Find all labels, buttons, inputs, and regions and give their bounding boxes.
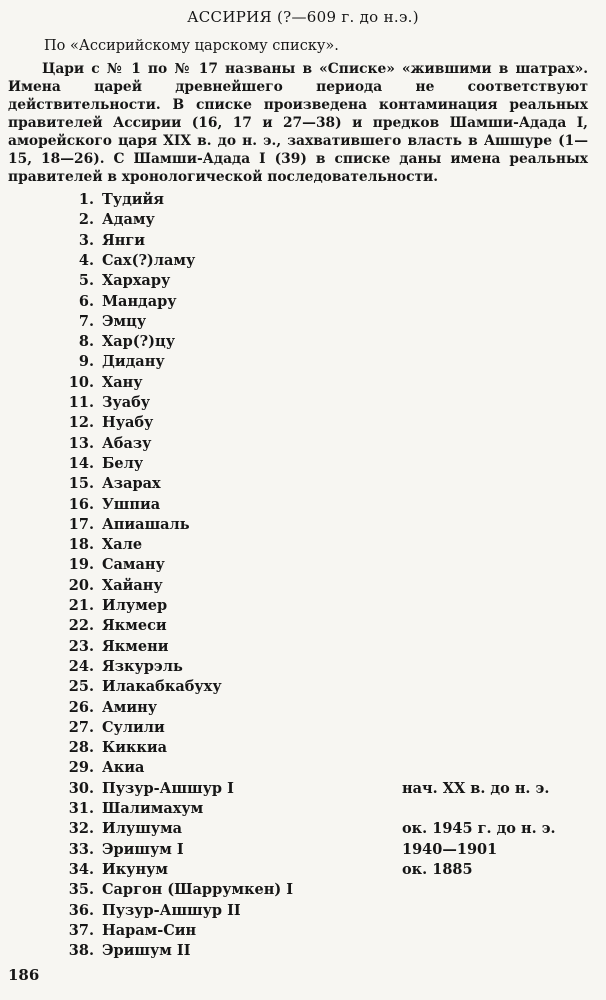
list-item xyxy=(0,637,606,657)
king-number: 27. xyxy=(68,718,94,736)
list-item xyxy=(0,413,606,433)
king-number: 15. xyxy=(68,475,94,493)
king-number: 34. xyxy=(68,860,94,878)
list-item xyxy=(0,758,606,778)
list-item xyxy=(0,779,606,799)
king-number: 9. xyxy=(78,353,94,371)
king-number: 21. xyxy=(68,597,94,614)
king-name: Тудийя xyxy=(102,191,164,208)
king-name: Нарам-Син xyxy=(102,921,197,939)
king-name: Илакабкабуху xyxy=(102,678,222,696)
reign-date: 1940—1901 xyxy=(402,840,498,858)
king-name: Хархару xyxy=(102,272,171,290)
list-item xyxy=(0,901,606,921)
king-name: Язкурэль xyxy=(102,657,183,675)
king-number: 14. xyxy=(68,454,94,472)
king-number: 13. xyxy=(68,434,94,452)
list-item xyxy=(0,860,606,880)
king-number: 35. xyxy=(68,881,94,899)
king-number: 30. xyxy=(68,779,94,797)
king-number: 33. xyxy=(68,840,94,858)
king-name: Саргон (Шаррумкен) I xyxy=(102,881,294,899)
list-item xyxy=(0,657,606,677)
list-item xyxy=(0,373,606,393)
king-name: Адаму xyxy=(102,211,155,229)
king-name: Сулили xyxy=(102,718,165,736)
king-number: 37. xyxy=(68,921,94,939)
list-item xyxy=(0,941,606,961)
list-item xyxy=(0,393,606,413)
king-name: Янги xyxy=(102,231,146,249)
king-number: 12. xyxy=(68,414,94,432)
list-item xyxy=(0,210,606,230)
list-item xyxy=(0,921,606,941)
king-name: Эришум II xyxy=(102,942,191,960)
list-item xyxy=(0,292,606,312)
king-name: Хар(?)цу xyxy=(102,333,175,351)
king-number: 25. xyxy=(68,678,94,696)
king-name: Зуабу xyxy=(102,394,151,411)
king-number: 1. xyxy=(78,191,94,208)
list-item xyxy=(0,799,606,819)
list-item xyxy=(0,271,606,291)
list-item xyxy=(0,576,606,596)
king-name: Хайану xyxy=(102,576,163,594)
list-item xyxy=(0,474,606,494)
king-name: Амину xyxy=(102,698,158,716)
king-number: 32. xyxy=(68,820,94,838)
list-item xyxy=(0,535,606,555)
king-name: Акиа xyxy=(102,759,145,777)
king-name: Белу xyxy=(102,454,144,472)
king-number: 10. xyxy=(68,373,94,391)
list-item xyxy=(0,616,606,636)
king-number: 7. xyxy=(78,312,94,330)
king-name: Киккиа xyxy=(102,739,168,757)
list-item xyxy=(0,677,606,697)
king-name: Абазу xyxy=(102,434,152,452)
king-name: Эмцу xyxy=(102,312,147,330)
reign-date: нач. XX в. до н. э. xyxy=(402,779,550,797)
king-number: 19. xyxy=(68,556,94,574)
king-name: Хану xyxy=(102,373,143,391)
king-name: Ушпиа xyxy=(102,495,161,513)
reign-date: ок. 1885 xyxy=(402,860,473,878)
list-item xyxy=(0,231,606,251)
reign-date: ок. 1945 г. до н. э. xyxy=(402,820,556,838)
list-item xyxy=(0,352,606,372)
king-number: 31. xyxy=(68,800,94,817)
king-name: Дидану xyxy=(102,353,165,371)
king-name: Якмени xyxy=(102,637,169,655)
list-item xyxy=(0,495,606,515)
king-name: Саману xyxy=(102,556,165,574)
king-name: Апиашаль xyxy=(102,515,190,533)
page-title: АССИРИЯ (?—609 г. до н.э.) xyxy=(187,8,419,26)
list-item xyxy=(0,819,606,839)
king-number: 8. xyxy=(78,333,94,351)
list-item xyxy=(0,880,606,900)
king-name: Хале xyxy=(102,536,143,554)
king-name: Икунум xyxy=(102,860,168,878)
king-number: 36. xyxy=(68,901,94,919)
list-item xyxy=(0,190,606,210)
king-number: 4. xyxy=(78,251,94,269)
king-name: Эришум I xyxy=(102,840,184,858)
king-number: 2. xyxy=(78,211,94,229)
list-item xyxy=(0,698,606,718)
king-number: 28. xyxy=(68,739,94,757)
list-item xyxy=(0,555,606,575)
king-number: 17. xyxy=(68,515,94,533)
king-number: 6. xyxy=(78,292,94,310)
intro-paragraph: Цари с № 1 по № 17 названы в «Списке» «жившими в шатрах». Имена царей древнейшего периода не соответствуют действительности. В списке произведена контаминация реальных правителей Ассирии (16, 17 и 27—38) и предков Шамши-Адада I, аморейского царя XIX в. до н. э., захватившего власть в Ашшуре (1—15, 18—26). С Шамши-Адада I (39) в списке даны имена реальных правителей в хронологической последовательности. xyxy=(8,61,588,185)
king-number: 24. xyxy=(68,657,94,675)
king-name: Шалимахум xyxy=(102,800,204,817)
king-name: Сах(?)ламу xyxy=(102,251,196,269)
list-item xyxy=(0,596,606,616)
king-name: Пузур-Ашшур II xyxy=(102,901,241,919)
king-number: 3. xyxy=(78,231,94,249)
king-name: Якмеси xyxy=(102,617,167,635)
king-name: Илумер xyxy=(102,597,168,614)
list-item xyxy=(0,840,606,860)
king-number: 23. xyxy=(68,637,94,655)
king-name: Мандару xyxy=(102,292,177,310)
king-number: 16. xyxy=(68,495,94,513)
king-number: 26. xyxy=(68,698,94,716)
king-number: 38. xyxy=(68,942,94,960)
page-number: 186 xyxy=(8,966,40,984)
king-number: 11. xyxy=(68,394,94,411)
king-name: Азарах xyxy=(102,475,161,493)
king-number: 5. xyxy=(78,272,94,290)
king-name: Нуабу xyxy=(102,414,154,432)
list-item xyxy=(0,332,606,352)
list-item xyxy=(0,434,606,454)
king-number: 20. xyxy=(68,576,94,594)
king-number: 29. xyxy=(68,759,94,777)
list-item xyxy=(0,718,606,738)
king-number: 22. xyxy=(68,617,94,635)
king-number: 18. xyxy=(68,536,94,554)
king-name: Пузур-Ашшур I xyxy=(102,779,234,797)
list-item xyxy=(0,251,606,271)
list-item xyxy=(0,515,606,535)
list-item xyxy=(0,454,606,474)
list-item xyxy=(0,738,606,758)
king-name: Илушума xyxy=(102,820,183,838)
list-item xyxy=(0,312,606,332)
page-subtitle: По «Ассирийскому царскому списку». xyxy=(44,38,339,54)
